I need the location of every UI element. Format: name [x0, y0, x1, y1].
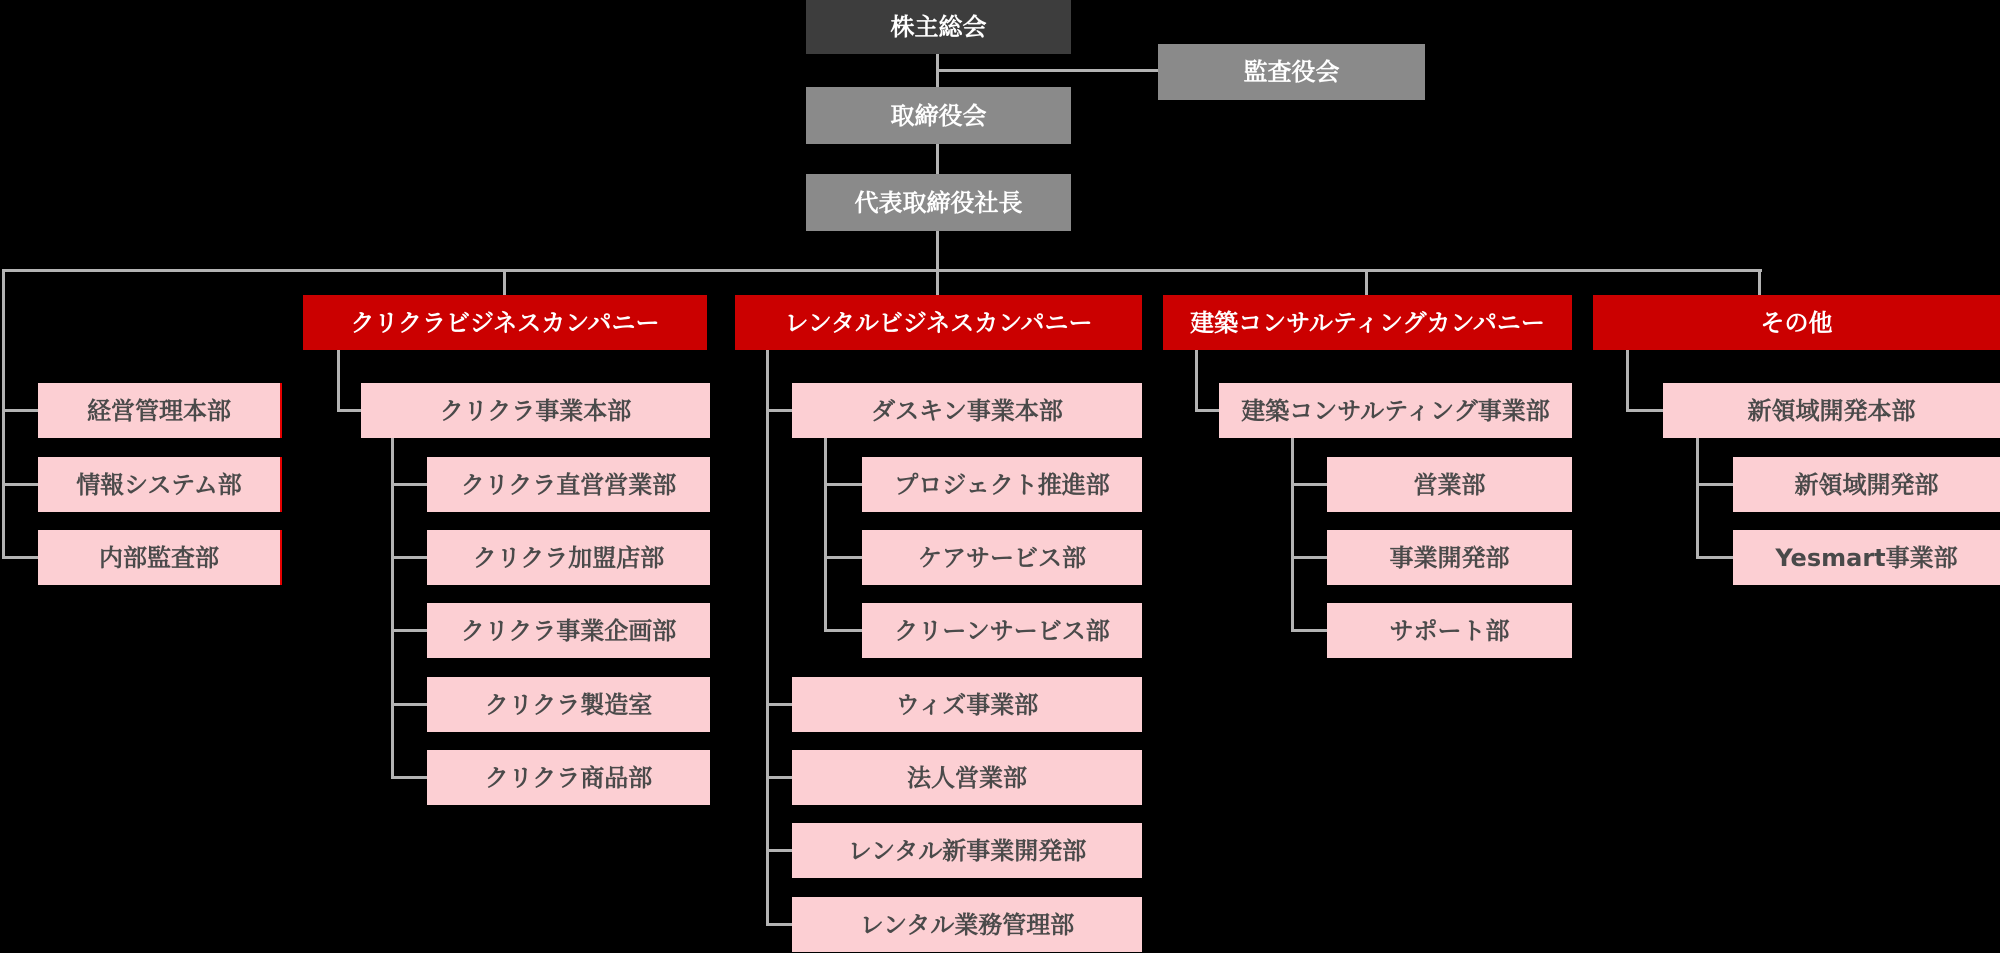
- connector-rental-stub-1: [766, 776, 794, 779]
- node-internal-audit-dept: 内部監査部: [38, 530, 280, 585]
- node-company-construction-consulting: 建築コンサルティングカンパニー: [1163, 295, 1572, 350]
- node-kurikura-business-planning-dept: クリクラ事業企画部: [427, 603, 710, 658]
- connector-kurikura-hq-vertical: [337, 347, 340, 412]
- connector-drop-kurikura: [503, 269, 506, 297]
- connector-construction-sub-vertical: [1291, 435, 1294, 632]
- node-kurikura-business-hq: クリクラ事業本部: [361, 383, 710, 438]
- connector-rental-stub-0: [766, 703, 794, 706]
- connector-duskin-sub-stub-0: [824, 483, 864, 486]
- connector-others-sub-vertical: [1696, 435, 1699, 559]
- connector-duskin-sub-vertical: [824, 435, 827, 632]
- node-new-domain-development-hq: 新領域開発本部: [1663, 383, 2000, 438]
- node-new-domain-development-dept: 新領域開発部: [1733, 457, 2000, 512]
- node-kurikura-direct-sales-dept: クリクラ直営営業部: [427, 457, 710, 512]
- node-president: 代表取締役社長: [806, 174, 1071, 231]
- node-clean-service-dept: クリーンサービス部: [862, 603, 1142, 658]
- connector-kurikura-sub-stub-3: [391, 703, 429, 706]
- node-kurikura-manufacturing-office: クリクラ製造室: [427, 677, 710, 732]
- node-yesmart-business-dept: Yesmart事業部: [1733, 530, 2000, 585]
- node-kurikura-franchise-dept: クリクラ加盟店部: [427, 530, 710, 585]
- connector-trunk: [2, 269, 1762, 272]
- connector-construction-sub-stub-2: [1291, 629, 1329, 632]
- node-sales-dept: 営業部: [1327, 457, 1572, 512]
- node-company-rental: レンタルビジネスカンパニー: [735, 295, 1142, 350]
- connector-kurikura-sub-stub-2: [391, 629, 429, 632]
- connector-duskin-sub-stub-2: [824, 629, 864, 632]
- node-shareholders-meeting: 株主総会: [806, 0, 1071, 54]
- node-support-dept: サポート部: [1327, 603, 1572, 658]
- connector-others-sub-stub-0: [1696, 483, 1735, 486]
- connector-construction-sub-stub-1: [1291, 556, 1329, 559]
- node-business-development-dept: 事業開発部: [1327, 530, 1572, 585]
- connector-staff-stub-0: [2, 409, 42, 412]
- node-construction-consulting-division: 建築コンサルティング事業部: [1219, 383, 1572, 438]
- connector-staff-stub-2: [2, 556, 42, 559]
- connector-rental-stub-hq: [766, 409, 794, 412]
- connector-others-hq-vertical: [1626, 347, 1629, 412]
- connector-rental-vertical: [766, 347, 769, 926]
- node-duskin-business-hq: ダスキン事業本部: [792, 383, 1142, 438]
- node-care-service-dept: ケアサービス部: [862, 530, 1142, 585]
- connector-construction-hq-vertical: [1195, 347, 1198, 412]
- node-audit-board: 監査役会: [1158, 44, 1425, 100]
- connector-others-hq-stub: [1626, 409, 1665, 412]
- connector-kurikura-sub-stub-1: [391, 556, 429, 559]
- node-with-business-dept: ウィズ事業部: [792, 677, 1142, 732]
- connector-drop-construction: [1365, 269, 1368, 297]
- connector-board-president: [936, 140, 939, 178]
- node-board-of-directors: 取締役会: [806, 87, 1071, 144]
- connector-staff-vertical: [2, 269, 5, 559]
- connector-audit-branch: [937, 69, 1159, 72]
- connector-drop-rental: [936, 269, 939, 297]
- connector-kurikura-sub-stub-0: [391, 483, 429, 486]
- connector-others-sub-stub-1: [1696, 556, 1735, 559]
- connector-kurikura-sub-stub-4: [391, 776, 429, 779]
- connector-rental-stub-3: [766, 923, 794, 926]
- node-company-kurikura: クリクラビジネスカンパニー: [303, 295, 707, 350]
- node-rental-operations-dept: レンタル業務管理部: [792, 897, 1142, 952]
- node-company-others: その他: [1593, 295, 2000, 350]
- connector-construction-sub-stub-0: [1291, 483, 1329, 486]
- connector-rental-stub-2: [766, 849, 794, 852]
- node-project-promotion-dept: プロジェクト推進部: [862, 457, 1142, 512]
- node-kurikura-product-dept: クリクラ商品部: [427, 750, 710, 805]
- connector-duskin-sub-stub-1: [824, 556, 864, 559]
- node-information-systems-dept: 情報システム部: [38, 457, 280, 512]
- connector-staff-stub-1: [2, 483, 42, 486]
- connector-kurikura-sub-vertical: [391, 435, 394, 779]
- node-rental-new-business-dept: レンタル新事業開発部: [792, 823, 1142, 878]
- node-corporate-sales-dept: 法人営業部: [792, 750, 1142, 805]
- connector-construction-hq-stub: [1195, 409, 1221, 412]
- connector-president-trunk: [936, 228, 939, 272]
- connector-kurikura-hq-stub: [337, 409, 363, 412]
- node-corporate-management-hq: 経営管理本部: [38, 383, 280, 438]
